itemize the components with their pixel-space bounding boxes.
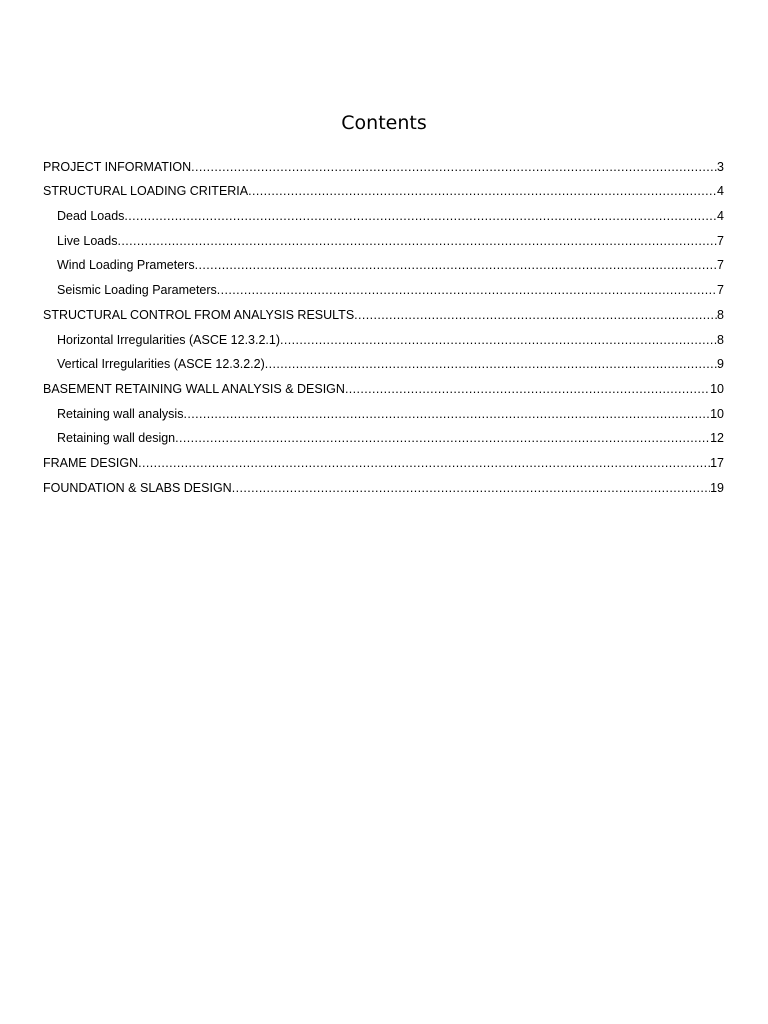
- toc-entry-label: Live Loads: [57, 233, 118, 248]
- toc-entry-horizontal-irregularities[interactable]: [43, 325, 724, 350]
- toc-entry-label: FOUNDATION & SLABS DESIGN: [43, 480, 232, 495]
- toc-entry-page: 8: [717, 332, 724, 347]
- toc-entry-live-loads[interactable]: [43, 226, 724, 251]
- toc-list: [43, 152, 724, 498]
- toc-entry-page: 7: [717, 233, 724, 248]
- toc-entry-page: 12: [710, 431, 724, 446]
- toc-entry-retaining-wall-design[interactable]: [43, 424, 724, 449]
- toc-entry-vertical-irregularities[interactable]: [43, 350, 724, 375]
- toc-dot-leader: [280, 332, 717, 350]
- toc-dot-leader: [248, 183, 717, 201]
- toc-entry-seismic-loading-parameters[interactable]: [43, 275, 724, 300]
- toc-entry-label: Horizontal Irregularities (ASCE 12.3.2.1): [57, 332, 281, 347]
- toc-entry-label: Retaining wall design: [57, 431, 176, 446]
- toc-entry-page: 8: [717, 307, 724, 322]
- toc-entry-page: 17: [710, 455, 724, 470]
- toc-entry-label: STRUCTURAL CONTROL FROM ANALYSIS RESULTS: [43, 307, 355, 322]
- toc-entry-wind-loading-prameters[interactable]: [43, 251, 724, 276]
- toc-entry-structural-loading-criteria[interactable]: [43, 177, 724, 202]
- toc-entry-project-information[interactable]: [43, 152, 724, 177]
- toc-entry-label: PROJECT INFORMATION: [43, 159, 192, 174]
- toc-entry-label: BASEMENT RETAINING WALL ANALYSIS & DESIGN: [43, 381, 345, 396]
- toc-entry-page: 4: [717, 209, 724, 224]
- toc-entry-page: 9: [717, 357, 724, 372]
- toc-entry-page: 10: [710, 406, 724, 421]
- toc-entry-label: Wind Loading Prameters: [57, 258, 195, 273]
- toc-entry-label: Vertical Irregularities (ASCE 12.3.2.2): [57, 357, 265, 372]
- toc-dot-leader: [191, 159, 717, 177]
- toc-dot-leader: [138, 455, 710, 473]
- toc-entry-frame-design[interactable]: [43, 448, 724, 473]
- toc-entry-label: STRUCTURAL LOADING CRITERIA: [43, 184, 249, 199]
- toc-dot-leader: [217, 282, 717, 300]
- toc-dot-leader: [232, 480, 710, 498]
- toc-entry-label: Seismic Loading Parameters: [57, 283, 217, 298]
- toc-entry-structural-control[interactable]: [43, 300, 724, 325]
- toc-dot-leader: [195, 257, 717, 275]
- toc-dot-leader: [175, 430, 710, 448]
- toc-dot-leader: [183, 406, 710, 424]
- toc-entry-label: Dead Loads: [57, 209, 125, 224]
- toc-entry-label: FRAME DESIGN: [43, 455, 139, 470]
- toc-dot-leader: [345, 381, 710, 399]
- toc-entry-page: 19: [710, 480, 724, 495]
- toc-entry-page: 10: [710, 381, 724, 396]
- toc-dot-leader: [117, 233, 717, 251]
- toc-entry-foundation-slabs-design[interactable]: [43, 473, 724, 498]
- toc-dot-leader: [124, 208, 717, 226]
- toc-entry-page: 7: [717, 283, 724, 298]
- toc-dot-leader: [354, 307, 717, 325]
- toc-title: Contents: [341, 112, 427, 134]
- toc-dot-leader: [265, 356, 717, 374]
- toc-entry-label: Retaining wall analysis: [57, 406, 184, 421]
- toc-entry-page: 3: [717, 159, 724, 174]
- toc-entry-dead-loads[interactable]: [43, 201, 724, 226]
- toc-entry-page: 4: [717, 184, 724, 199]
- toc-entry-basement-retaining-wall[interactable]: [43, 374, 724, 399]
- toc-entry-page: 7: [717, 258, 724, 273]
- toc-entry-retaining-wall-analysis[interactable]: [43, 399, 724, 424]
